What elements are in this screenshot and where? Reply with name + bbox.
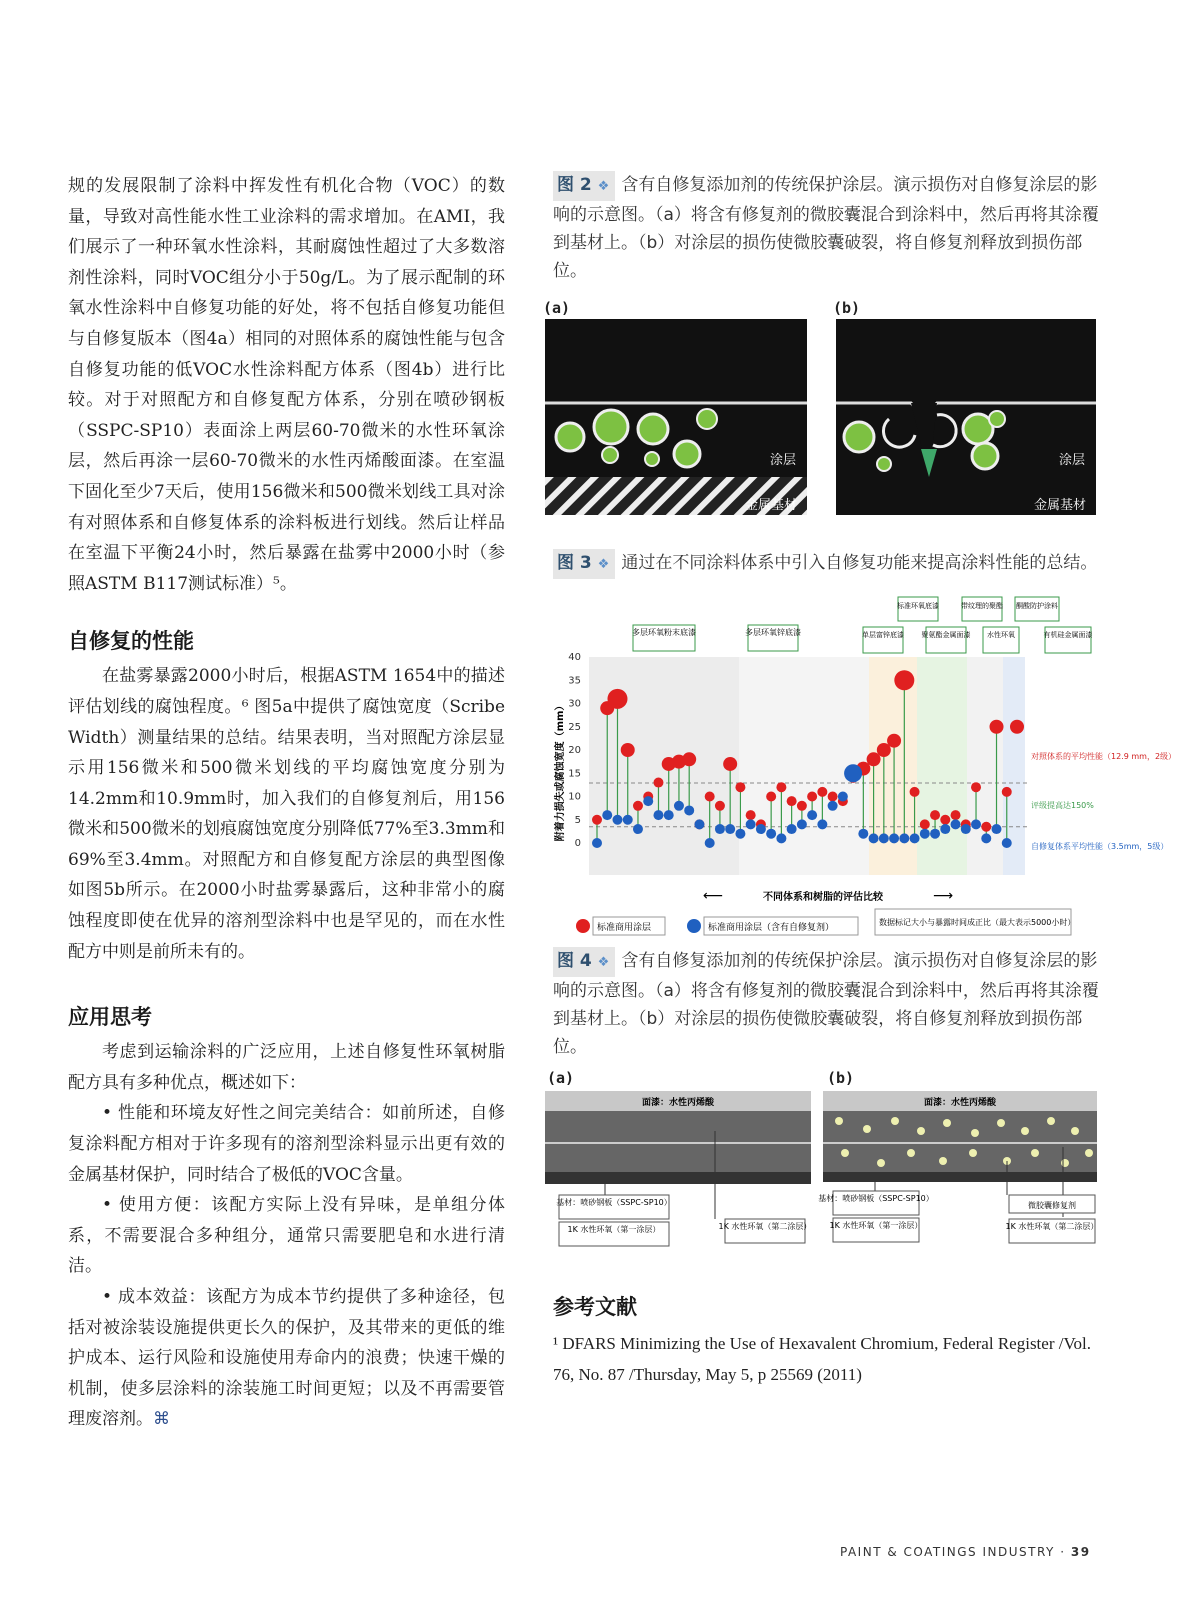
self-healing-data-point — [612, 815, 622, 825]
reference-1: ¹ DFARS Minimizing the Use of Hexavalent Chromium, Federal Register /Vol. 76, No. 87 /Thursday, May 5, p 25569 (2011) — [553, 1334, 1092, 1384]
self-healing-data-point — [920, 829, 930, 839]
control-data-point — [920, 819, 930, 829]
bullet-performance: • 性能和环境友好性之间完美结合：如前所述，自修复涂料配方相对于许多现有的溶剂型涂料显示出更有效的金属基材保护，同时结合了极低的VOC含量。 — [68, 1103, 505, 1185]
self-healing-data-point — [592, 838, 602, 848]
self-healing-data-point — [787, 824, 797, 834]
section-heading-application: 应用思考 — [68, 1005, 152, 1030]
control-data-point — [715, 801, 725, 811]
self-healing-data-point — [817, 819, 827, 829]
fig4-diagram — [547, 1069, 1101, 1269]
self-healing-data-point — [869, 833, 879, 843]
fig3-annotation-red: 对照体系的平均性能（12.9 mm，2级） — [1031, 752, 1177, 761]
bullet-cost-text: • 成本效益：该配方为成本节约提供了多种途径，包括对被涂装设施提供更长久的保护，及其带来的更低的维护成本、运行风险和设施使用寿命内的浪费；快速干燥的机制，使多层涂料的涂装施工时间更短；以及不再需要管理废溶剂。 — [68, 1287, 505, 1430]
control-data-point — [787, 796, 797, 806]
control-data-point — [940, 815, 950, 825]
bullet-cost — [68, 1282, 505, 1435]
fig4-b-layer1: 1K 水性环氧（第一涂层） — [829, 1221, 923, 1230]
self-healing-data-point — [674, 801, 684, 811]
y-tick-label-3: 15 — [568, 768, 581, 780]
self-healing-data-point — [735, 829, 745, 839]
fig3-x-axis-label: 不同体系和树脂的评估比较 — [763, 892, 883, 903]
self-healing-data-point — [725, 824, 735, 834]
self-healing-data-point — [766, 829, 776, 839]
y-tick-label-6: 30 — [568, 698, 581, 710]
performance-paragraph: 在盐雾暴露2000小时后，根据ASTM 1654中的描述评估划线的腐蚀程度。⁶ 图5a中提供了腐蚀宽度（Scribe Width）测量结果的总结。结果表明，当对照配方涂层显示用156微米和500微米划线的平均腐蚀宽度分别为14.2mm和10.9mm时，加入我们的自修复剂后，用156微米和500微米的划痕腐蚀宽度分别降低77%至3.3mm和69%至3.4mm。对照配方和自修复配方涂层的典型图像如图5b所示。在2000小时盐雾暴露后，这种非常小的腐蚀程度即使在优异的溶剂型涂料中也是罕见的，而在水性配方中则是前所未有的。 — [68, 666, 505, 962]
fig4-b-layer2: 1K 水性环氧（第二涂层） — [1005, 1222, 1099, 1231]
microcapsule — [638, 414, 668, 444]
control-data-point — [971, 782, 981, 792]
diamond-icon: ❖ — [597, 179, 610, 194]
self-healing-data-point — [992, 824, 1002, 834]
category-label-8: 有机硅金属面漆 — [1043, 631, 1093, 639]
fig2-panel-a-label: (a) — [543, 299, 571, 317]
y-tick-label-2: 10 — [568, 791, 581, 803]
control-data-point — [1010, 720, 1024, 734]
self-healing-data-point — [653, 810, 663, 820]
microcapsule — [697, 409, 717, 429]
fig4-tag: 图 4 ❖ — [553, 947, 615, 977]
self-healing-data-point — [858, 829, 868, 839]
control-data-point — [990, 720, 1004, 734]
diamond-icon: ❖ — [597, 955, 610, 970]
fig2-caption: 图 2 ❖ 含有自修复添加剂的传统保护涂层。演示损伤对自修复涂层的影响的示意图。（a）将含有修复剂的微胶囊混合到涂料中，然后再将其涂覆到基材上。（b）对涂层的损伤使微胶囊破裂，将自修复剂释放到损伤部位。 — [553, 171, 1101, 285]
fig2-svg — [545, 319, 1093, 519]
self-healing-data-point — [961, 824, 971, 834]
control-data-point — [930, 810, 940, 820]
fig3-chart — [553, 587, 1177, 937]
section-heading-performance: 自修复的性能 — [68, 629, 194, 654]
fig4-a-layer1: 1K 水性环氧（第一涂层） — [567, 1225, 661, 1234]
control-data-point — [817, 787, 827, 797]
self-healing-data-point — [899, 833, 909, 843]
microcapsule — [877, 457, 891, 471]
self-healing-data-point — [633, 824, 643, 834]
control-data-point — [735, 782, 745, 792]
fig2-b-substrate-label: 金属基材 — [1034, 498, 1087, 513]
y-tick-label-8: 40 — [568, 652, 581, 663]
control-data-point — [766, 792, 776, 802]
microcapsule — [556, 423, 584, 451]
control-data-point — [828, 792, 838, 802]
category-label-2: 单层富锌底漆 — [862, 631, 904, 639]
self-healing-data-point — [844, 764, 862, 782]
control-data-point — [723, 757, 737, 771]
legend-size-note: 数据标记大小与暴露时间成正比（最大表示5000小时） — [879, 918, 1076, 927]
svg-text:⟵: ⟵ — [703, 888, 724, 904]
control-data-point — [894, 670, 914, 690]
self-healing-data-point — [930, 829, 940, 839]
self-healing-data-point — [602, 810, 612, 820]
fig3-category-labels — [632, 597, 1093, 653]
self-healing-data-point — [623, 815, 633, 825]
microcapsule — [972, 443, 998, 469]
microcapsule — [989, 411, 1005, 427]
self-healing-data-point — [705, 838, 715, 848]
self-healing-data-point — [971, 819, 981, 829]
fig4-b-microcapsule: 微胶囊修复剂 — [1028, 1201, 1076, 1210]
self-healing-data-point — [1002, 838, 1012, 848]
end-mark-icon: ⌘ — [153, 1409, 170, 1430]
fig2-a-coating-label: 涂层 — [770, 453, 797, 468]
fig2-a-substrate-label: 金属基材 — [745, 498, 798, 513]
self-healing-data-point — [684, 805, 694, 815]
fig4-caption: 图 4 ❖ 含有自修复添加剂的传统保护涂层。演示损伤对自修复涂层的影响的示意图。（a）将含有修复剂的微胶囊混合到涂料中，然后再将其涂覆到基材上。（b）对涂层的损伤使微胶囊破裂，将自修复剂释放到损伤部位。 — [553, 947, 1101, 1061]
fig3-tag: 图 3 ❖ — [553, 549, 615, 579]
control-data-point — [682, 752, 696, 766]
control-data-point — [653, 778, 663, 788]
references — [553, 1291, 1101, 1390]
microcapsule — [844, 422, 874, 452]
control-data-point — [592, 815, 602, 825]
left-column — [68, 171, 505, 1435]
fig2-b-background — [836, 319, 1096, 515]
page-number: 39 — [1070, 1545, 1091, 1559]
category-label-1: 多层环氧锌底漆 — [745, 628, 801, 637]
legend-red-marker — [576, 919, 590, 933]
self-healing-data-point — [715, 824, 725, 834]
self-healing-data-point — [664, 810, 674, 820]
fig4-a-topcoat: 面漆：水性丙烯酸 — [641, 1098, 715, 1108]
diamond-icon: ❖ — [597, 557, 610, 572]
fig4-panel-a-label: (a) — [547, 1069, 575, 1087]
control-data-point — [807, 792, 817, 802]
legend-red-label: 标准商用涂层 — [597, 923, 652, 933]
category-label-5: 带纹理的聚酯 — [961, 602, 1003, 610]
y-tick-label-0: 0 — [574, 838, 581, 849]
self-healing-data-point — [910, 833, 920, 843]
y-tick-label-7: 35 — [568, 675, 581, 687]
fig2-diagram — [543, 299, 1101, 519]
category-label-0: 多层环氧粉末底漆 — [632, 628, 696, 637]
self-healing-data-point — [756, 824, 766, 834]
self-healing-data-point — [746, 819, 756, 829]
fig4-a-substrate: 基材：喷砂钢板（SSPC-SP10） — [556, 1198, 672, 1207]
control-data-point — [621, 743, 635, 757]
control-data-point — [776, 782, 786, 792]
control-data-point — [887, 734, 901, 748]
category-label-7: 酮酸防护涂料 — [1016, 602, 1058, 610]
fig2-panel-b-label: (b) — [833, 299, 861, 317]
fig3-y-axis-label: 附着力损失或腐蚀宽度（mm） — [555, 700, 566, 842]
self-healing-data-point — [643, 796, 653, 806]
self-healing-data-point — [828, 801, 838, 811]
fig3-axes — [568, 652, 581, 849]
self-healing-data-point — [838, 792, 848, 802]
fig3-annotation-green: 评级提高达150% — [1031, 801, 1094, 810]
control-data-point — [951, 810, 961, 820]
journal-name: PAINT & COATINGS INDUSTRY — [840, 1545, 1055, 1559]
right-column — [543, 171, 1177, 1390]
application-paragraph: 考虑到运输涂料的广泛应用，上述自修复性环氧树脂配方具有多种优点，概述如下： — [68, 1042, 505, 1093]
control-data-point — [705, 792, 715, 802]
intro-paragraph: 规的发展限制了涂料中挥发性有机化合物（VOC）的数量，导致对高性能水性工业涂料的需求增加。在AMI，我们展示了一种环氧水性涂料，其耐腐蚀性超过了大多数溶剂性涂料，同时VOC组分小于50g/L。为了展示配制的环氧水性涂料中自修复功能的好处，将不包括自修复功能但与自修复版本（图4a）相同的对照体系的腐蚀性能与包含自修复功能的低VOC水性涂料配方体系（图4b）进行比较。对于对照配方和自修复配方体系，分别在喷砂钢板（SSPC-SP10）表面涂上两层60-70微米的水性环氧涂层，然后再涂一层60-70微米的水性丙烯酸面漆。在室温下固化至少7天后，使用156微米和500微米划线工具对涂有对照体系和自修复体系的涂料板进行划线。然后让样品在室温下平衡24小时，然后暴露在盐雾中2000小时（参照ASTM B117测试标准）⁵。 — [68, 176, 505, 594]
fig4-a-layer2: 1K 水性环氧（第二涂层） — [718, 1222, 812, 1231]
control-data-point — [981, 822, 991, 832]
microcapsule — [594, 410, 628, 444]
self-healing-data-point — [694, 819, 704, 829]
fig2-tag: 图 2 ❖ — [553, 171, 615, 201]
microcapsule — [674, 441, 700, 467]
self-healing-data-point — [776, 833, 786, 843]
control-data-point — [910, 787, 920, 797]
fig2-b-coating-label: 涂层 — [1059, 453, 1086, 468]
control-data-point — [607, 689, 627, 709]
control-data-point — [633, 801, 643, 811]
category-label-3: 标准环氧底漆 — [897, 602, 939, 610]
page-footer — [840, 1545, 1091, 1559]
category-label-6: 水性环氧 — [987, 631, 1015, 639]
y-tick-label-1: 5 — [574, 814, 581, 826]
self-healing-data-point — [879, 833, 889, 843]
fig4-svg — [545, 1091, 1097, 1271]
legend-blue-marker — [687, 919, 701, 933]
microcapsule — [645, 452, 659, 466]
y-tick-label-4: 20 — [568, 745, 581, 756]
bullet-ease-of-use: • 使用方便：该配方实际上没有异味，是单组分体系，不需要混合多种组分，通常只需要肥皂和水进行清洁。 — [68, 1195, 505, 1277]
references-heading: 参考文献 — [553, 1295, 637, 1319]
fig4-panel-b-label: (b) — [827, 1069, 855, 1087]
fig3-annotation-blue: 自修复体系平均性能（3.5mm，5级） — [1031, 842, 1169, 851]
self-healing-data-point — [807, 810, 817, 820]
self-healing-data-point — [940, 824, 950, 834]
self-healing-data-point — [981, 833, 991, 843]
fig4-b-substrate: 基材：喷砂钢板（SSPC-SP10） — [818, 1194, 934, 1203]
category-label-4: 聚氨酯金属面漆 — [921, 631, 971, 639]
self-healing-data-point — [951, 819, 961, 829]
fig3-caption: 图 3 ❖ 通过在不同涂料体系中引入自修复功能来提高涂料性能的总结。 — [553, 549, 1101, 579]
self-healing-data-point — [797, 819, 807, 829]
control-data-point — [746, 810, 756, 820]
microcapsule — [602, 447, 618, 463]
legend-blue-label: 标准商用涂层（含有自修复剂） — [708, 923, 835, 933]
control-data-point — [1002, 787, 1012, 797]
footer-separator: · — [1060, 1545, 1066, 1559]
control-data-point — [797, 801, 807, 811]
fig3-svg — [553, 587, 1177, 937]
svg-text:⟶: ⟶ — [933, 888, 954, 904]
y-tick-label-5: 25 — [568, 721, 581, 733]
self-healing-data-point — [889, 833, 899, 843]
fig4-b-topcoat: 面漆：水性丙烯酸 — [923, 1098, 997, 1108]
